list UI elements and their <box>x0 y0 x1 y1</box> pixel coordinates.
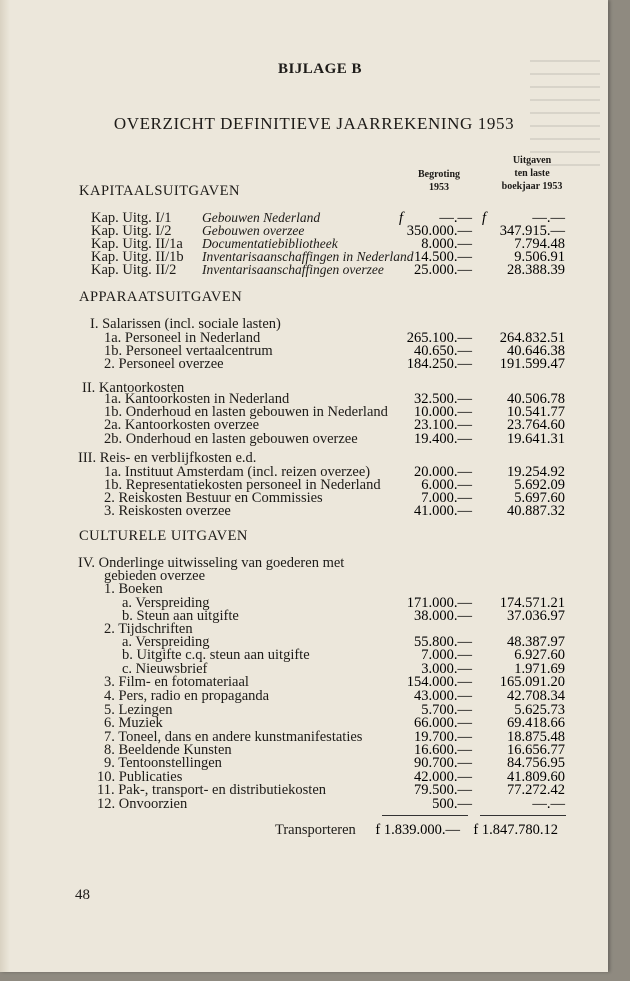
column-header-begroting <box>399 168 479 194</box>
row-begroting: 42.000.— <box>414 769 472 785</box>
row-uitgaven: 5.697.60 <box>514 490 565 506</box>
row-uitgaven: 23.764.60 <box>507 417 565 433</box>
row-label: 1a. Instituut Amsterdam (incl. reizen overzee) <box>104 464 371 480</box>
row-code: Kap. Uitg. I/1 <box>91 210 172 226</box>
row-begroting: 19.400.— <box>414 431 472 447</box>
apparaat-row <box>0 356 608 371</box>
row-label: 2a. Kantoorkosten overzee <box>104 417 260 433</box>
sum-rule-uitgaven <box>480 815 566 816</box>
row-begroting: 6.000.— <box>421 477 472 493</box>
row-uitgaven: 191.599.47 <box>499 356 565 372</box>
row-label: 2. Tijdschriften <box>104 621 193 637</box>
row-label: 1. Boeken <box>104 581 163 597</box>
row-label: c. Nieuwsbrief <box>122 661 208 677</box>
row-label: 1b. Onderhoud en lasten gebouwen in Nederland <box>104 404 388 420</box>
row-label: 5. Lezingen <box>104 702 173 718</box>
row-uitgaven: 40.887.32 <box>507 503 565 519</box>
row-label: 2. Reiskosten Bestuur en Commissies <box>104 490 323 506</box>
row-begroting: 7.000.— <box>421 490 472 506</box>
row-begroting: 184.250.— <box>406 356 472 372</box>
row-uitgaven: 48.387.97 <box>507 634 565 650</box>
row-label: 3. Reiskosten overzee <box>104 503 231 519</box>
page-number: 48 <box>75 887 90 903</box>
cultureel-row <box>0 755 608 770</box>
row-uitgaven: 16.656.77 <box>507 742 565 758</box>
total-begroting: f 1.839.000.— <box>375 822 460 838</box>
row-label: 1b. Personeel vertaalcentrum <box>104 343 273 359</box>
row-label: a. Verspreiding <box>122 595 210 611</box>
row-uitgaven: 69.418.66 <box>507 715 565 731</box>
row-uitgaven: 28.388.39 <box>507 262 565 278</box>
cultureel-row <box>0 688 608 703</box>
row-label: 7. Toneel, dans en andere kunstmanifestaties <box>104 729 363 745</box>
row-uitgaven: 1.971.69 <box>514 661 565 677</box>
apparaat-row <box>0 431 608 446</box>
section-kapitaal: KAPITAALSUITGAVEN <box>79 183 240 199</box>
row-label: 2b. Onderhoud en lasten gebouwen overzee <box>104 431 358 447</box>
total-row <box>0 822 608 837</box>
page-subtitle: OVERZICHT DEFINITIEVE JAARREKENING 1953 <box>113 114 515 133</box>
row-label: 2. Personeel overzee <box>104 356 224 372</box>
row-label: 4. Pers, radio en propaganda <box>104 688 270 704</box>
row-label: 10. Publicaties <box>97 769 183 785</box>
col-uitgaven-line3: boekjaar 1953 <box>501 181 563 192</box>
row-uitgaven: 347.915.— <box>499 223 565 239</box>
row-label: b. Uitgifte c.q. steun aan uitgifte <box>122 647 310 663</box>
row-uitgaven: 5.692.09 <box>514 477 565 493</box>
apparaat-row <box>0 316 608 331</box>
row-uitgaven: —.— <box>532 210 565 226</box>
apparaat-row <box>0 503 608 518</box>
row-code: Kap. Uitg. I/2 <box>91 223 172 239</box>
row-begroting: 14.500.— <box>414 249 472 265</box>
row-label-text: Gebouwen overzee <box>202 223 305 238</box>
cultureel-row <box>0 647 608 662</box>
cultureel-row <box>0 674 608 689</box>
row-uitgaven: 264.832.51 <box>499 330 565 346</box>
row-begroting: 10.000.— <box>414 404 472 420</box>
cultureel-row <box>0 782 608 797</box>
row-begroting: 500.— <box>432 796 472 812</box>
sum-rule-begroting <box>382 815 468 816</box>
row-begroting: 16.600.— <box>414 742 472 758</box>
row-code: Kap. Uitg. II/1a <box>91 236 183 252</box>
column-header-uitgaven <box>484 154 580 193</box>
row-uitgaven: 77.272.42 <box>507 782 565 798</box>
col-begroting-line1: Begroting <box>417 169 461 180</box>
row-uitgaven: 7.794.48 <box>514 236 565 252</box>
row-uitgaven: 41.809.60 <box>507 769 565 785</box>
row-begroting: —.— <box>439 210 472 226</box>
row-label: 1a. Kantoorkosten in Nederland <box>104 391 290 407</box>
row-label: 9. Tentoonstellingen <box>104 755 222 771</box>
row-label-text: Gebouwen Nederland <box>202 210 321 225</box>
row-label-text: Documentatiebibliotheek <box>202 236 338 251</box>
row-label: 12. Onvoorzien <box>97 796 188 812</box>
row-label: 3. Film- en fotomateriaal <box>104 674 249 690</box>
row-begroting: 25.000.— <box>414 262 472 278</box>
row-label: II. Kantoorkosten <box>82 380 185 396</box>
row-label-text: Inventarisaanschaffingen in Nederland <box>202 249 414 264</box>
row-begroting: 171.000.— <box>406 595 472 611</box>
row-begroting: 55.800.— <box>414 634 472 650</box>
row-label: a. Verspreiding <box>122 634 210 650</box>
row-uitgaven: 42.708.34 <box>507 688 565 704</box>
row-label: 1b. Representatiekosten personeel in Nederland <box>104 477 381 493</box>
row-uitgaven: 9.506.91 <box>514 249 565 265</box>
row-begroting: 265.100.— <box>406 330 472 346</box>
row-uitgaven: 5.625.73 <box>514 702 565 718</box>
row-begroting: 19.700.— <box>414 729 472 745</box>
row-begroting: 5.700.— <box>421 702 472 718</box>
row-uitgaven: 37.036.97 <box>507 608 565 624</box>
row-begroting: 3.000.— <box>421 661 472 677</box>
row-begroting: 32.500.— <box>414 391 472 407</box>
row-label: gebieden overzee <box>104 568 206 584</box>
row-begroting: 8.000.— <box>421 236 472 252</box>
row-uitgaven: 84.756.95 <box>507 755 565 771</box>
col-begroting-line2: 1953 <box>429 182 449 193</box>
row-uitgaven: 40.646.38 <box>507 343 565 359</box>
row-code: Kap. Uitg. II/1b <box>91 249 184 265</box>
row-begroting: 43.000.— <box>414 688 472 704</box>
row-begroting: 41.000.— <box>414 503 472 519</box>
row-label: 6. Muziek <box>104 715 163 731</box>
row-uitgaven: 165.091.20 <box>499 674 565 690</box>
row-uitgaven: 10.541.77 <box>507 404 565 420</box>
row-label <box>202 262 384 279</box>
col-uitgaven-line2: ten laste <box>514 168 550 179</box>
row-begroting: 154.000.— <box>406 674 472 690</box>
row-begroting: 40.650.— <box>414 343 472 359</box>
row-code: Kap. Uitg. II/2 <box>91 262 177 278</box>
apparaat-row <box>0 417 608 432</box>
row-label: b. Steun aan uitgifte <box>122 608 239 624</box>
row-begroting: 90.700.— <box>414 755 472 771</box>
col-uitgaven-line1: Uitgaven <box>512 155 552 166</box>
row-begroting: 38.000.— <box>414 608 472 624</box>
row-uitgaven: 6.927.60 <box>514 647 565 663</box>
row-label: IV. Onderlinge uitwisseling van goederen met <box>78 555 345 571</box>
row-begroting: 79.500.— <box>414 782 472 798</box>
currency-symbol: f <box>399 210 404 226</box>
row-begroting: 20.000.— <box>414 464 472 480</box>
row-label-text: Inventarisaanschaffingen overzee <box>202 262 384 277</box>
row-uitgaven: 40.506.78 <box>507 391 565 407</box>
row-label: I. Salarissen (incl. sociale lasten) <box>90 316 281 332</box>
row-label: III. Reis- en verblijfkosten e.d. <box>78 450 257 466</box>
section-cultureel: CULTURELE UITGAVEN <box>79 528 248 544</box>
cultureel-row <box>0 715 608 730</box>
total-label: Transporteren <box>275 822 356 838</box>
row-label: 8. Beeldende Kunsten <box>104 742 232 758</box>
row-label: 1a. Personeel in Nederland <box>104 330 261 346</box>
row-uitgaven: 19.641.31 <box>507 431 565 447</box>
row-label: 11. Pak-, transport- en distributiekosten <box>97 782 327 798</box>
kapitaal-row <box>0 262 608 277</box>
row-begroting: 23.100.— <box>414 417 472 433</box>
section-apparaat: APPARAATSUITGAVEN <box>79 289 243 305</box>
cultureel-row <box>0 796 608 811</box>
currency-symbol: f <box>482 210 487 226</box>
page-title: BIJLAGE B <box>277 61 363 77</box>
row-uitgaven: 18.875.48 <box>507 729 565 745</box>
apparaat-row <box>0 450 608 465</box>
row-begroting: 66.000.— <box>414 715 472 731</box>
row-uitgaven: 19.254.92 <box>507 464 565 480</box>
total-uitgaven: f 1.847.780.12 <box>473 822 558 838</box>
row-begroting: 7.000.— <box>421 647 472 663</box>
row-begroting: 350.000.— <box>406 223 472 239</box>
row-uitgaven: —.— <box>532 796 565 812</box>
cultureel-row <box>0 581 608 596</box>
row-uitgaven: 174.571.21 <box>499 595 565 611</box>
